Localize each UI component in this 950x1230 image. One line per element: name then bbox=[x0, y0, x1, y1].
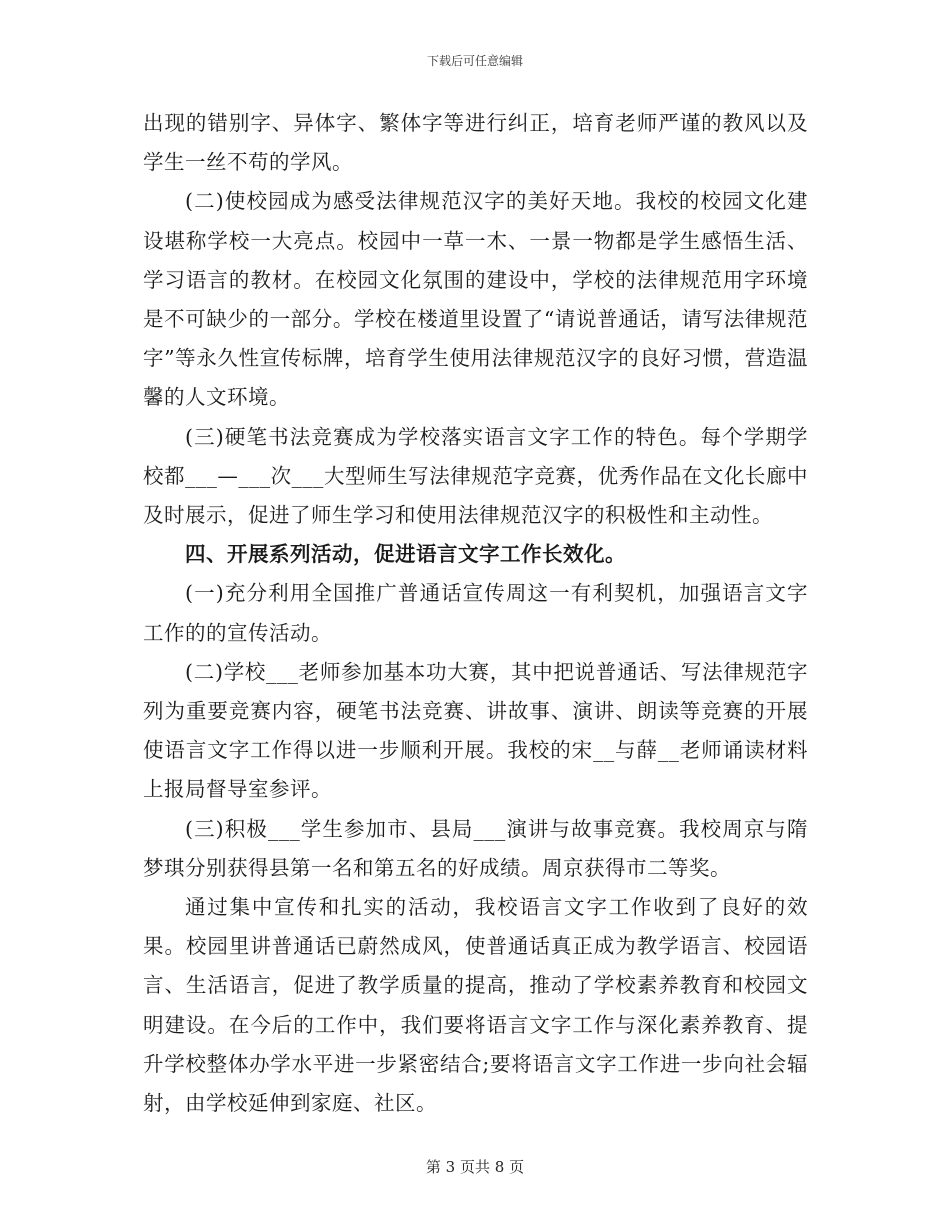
paragraph-student-contest: (三)积极___学生参加市、县局___演讲与故事竞赛。我校周京与隋梦琪分别获得县第一名和第五名的好成绩。周京获得市二等奖。 bbox=[143, 816, 808, 880]
paragraph-continuation: 出现的错别字、异体字、繁体字等进行纠正，培育老师严谨的教风以及学生一丝不苟的学风。 bbox=[143, 111, 808, 175]
paragraph-teacher-contest: (二)学校___老师参加基本功大赛，其中把说普通话、写法律规范字列为重要竞赛内容，硬笔书法竞赛、讲故事、演讲、朗读等竞赛的开展使语言文字工作得以进一步顺利开展。我校的宋__与薛__老师诵读材料上报局督导室参评。 bbox=[143, 659, 808, 802]
document-body bbox=[143, 104, 808, 1123]
page-number-footer: 第 3 页共 8 页 bbox=[425, 1158, 525, 1176]
section-heading-four: 四、开展系列活动，促进语言文字工作长效化。 bbox=[185, 542, 626, 567]
paragraph-promotion-week: (一)充分利用全国推广普通话宣传周这一有利契机，加强语言文字工作的的宣传活动。 bbox=[143, 581, 808, 645]
paragraph-conclusion: 通过集中宣传和扎实的活动，我校语言文字工作收到了良好的效果。校园里讲普通话已蔚然成风，使普通话真正成为教学语言、校园语言、生活语言，促进了教学质量的提高，推动了学校素养教育和校园文明建设。在今后的工作中，我们要将语言文字工作与深化素养教育、提升学校整体办学水平进一步紧密结合;要将语言文字工作进一步向社会辐射，由学校延伸到家庭、社区。 bbox=[143, 895, 808, 1116]
page-header: 下载后可任意编辑 bbox=[426, 54, 523, 68]
paragraph-calligraphy-contest: (三)硬笔书法竞赛成为学校落实语言文字工作的特色。每个学期学校都___—___次___大型师生写法律规范字竞赛，优秀作品在文化长廊中及时展示，促进了师生学习和使用法律规范汉字的积极性和主动性。 bbox=[143, 424, 808, 528]
paragraph-campus-environment: (二)使校园成为感受法律规范汉字的美好天地。我校的校园文化建设堪称学校一大亮点。校园中一草一木、一景一物都是学生感悟生活、学习语言的教材。在校园文化氛围的建设中，学校的法律规范用字环境是不可缺少的一部分。学校在楼道里设置了“请说普通话，请写法律规范字”等永久性宣传标牌，培育学生使用法律规范汉字的良好习惯，营造温馨的人文环境。 bbox=[143, 189, 808, 410]
